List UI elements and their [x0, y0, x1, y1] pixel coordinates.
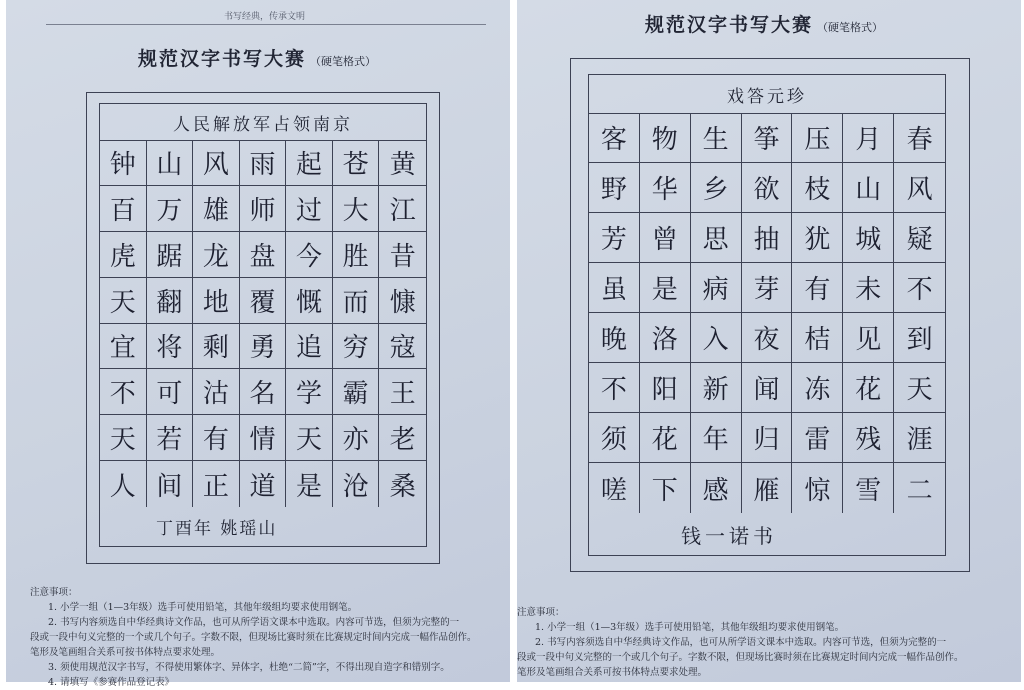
character-cell: 雪: [843, 463, 894, 513]
character-cell: 筝: [742, 113, 793, 163]
header-motto: 书写经典，传承文明: [224, 12, 306, 22]
character-cell: 野: [589, 163, 640, 213]
character-cell: 新: [691, 363, 742, 413]
character-cell: 昔: [379, 232, 426, 278]
character-cell: 钟: [100, 140, 147, 186]
note-item: 笔形及笔画组合关系可按书体特点要求处理。: [517, 667, 708, 678]
character-cell: 虎: [100, 232, 147, 278]
character-cell: 花: [640, 413, 691, 463]
character-cell: 龙: [193, 232, 240, 278]
character-cell: 师: [240, 186, 287, 232]
character-cell: 将: [147, 324, 194, 370]
character-cell: 感: [691, 463, 742, 513]
character-cell: 须: [589, 413, 640, 463]
character-cell: 若: [147, 415, 194, 461]
notes-list: [517, 620, 1017, 680]
character-cell: 过: [286, 186, 333, 232]
character-cell: 慷: [379, 278, 426, 324]
character-cell: 风: [193, 140, 240, 186]
character-cell: 闻: [742, 363, 793, 413]
header-divider: [46, 24, 486, 25]
note-item: 段或一段中句义完整的一个或几个句子。字数不限，但现场比赛时须在比赛规定时间内完成一幅作品创作。: [30, 632, 477, 643]
character-cell: 山: [843, 163, 894, 213]
character-cell: 未: [843, 263, 894, 313]
character-cell: 雷: [792, 413, 843, 463]
character-cell: 寇: [379, 324, 426, 370]
note-item: 3. 须使用规范汉字书写，不得使用繁体字、异体字，杜绝“二简”字，不得出现自造字和错别字。: [48, 662, 450, 673]
character-cell: 惊: [792, 463, 843, 513]
character-cell: 山: [147, 140, 194, 186]
character-cell: 江: [379, 186, 426, 232]
character-cell: 夜: [742, 313, 793, 363]
sheet-title: [645, 10, 883, 37]
character-cell: 生: [691, 113, 742, 163]
character-cell: 客: [589, 113, 640, 163]
character-cell: 思: [691, 213, 742, 263]
signature: 丁酉年 姚瑶山: [156, 519, 278, 539]
character-cell: 洛: [640, 313, 691, 363]
character-cell: 起: [286, 140, 333, 186]
character-cell: 老: [379, 415, 426, 461]
character-cell: 有: [193, 415, 240, 461]
character-cell: 翻: [147, 278, 194, 324]
notes-list: [30, 600, 500, 690]
character-cell: 城: [843, 213, 894, 263]
character-cell: 王: [379, 369, 426, 415]
character-cell: 今: [286, 232, 333, 278]
character-cell: 名: [240, 369, 287, 415]
writing-area: [99, 103, 427, 547]
sheet-title-text: 规范汉字书写大赛: [138, 48, 307, 70]
character-cell: 沧: [333, 461, 380, 507]
character-cell: 亦: [333, 415, 380, 461]
sheet-title: [138, 44, 376, 71]
signature: 钱一诺书: [681, 523, 777, 548]
poem-title: 戏答元珍: [589, 75, 945, 114]
character-cell: 入: [691, 313, 742, 363]
character-cell: 桑: [389, 471, 416, 502]
character-cell: 不: [589, 363, 640, 413]
notes-heading: 注意事项：: [30, 587, 78, 598]
character-cell: 晚: [589, 313, 640, 363]
character-cell: 下: [640, 463, 691, 513]
character-cell: 压: [792, 113, 843, 163]
note-item: 1. 小学一组（1—3年级）选手可使用铅笔，其他年级组均要求使用钢笔。: [48, 602, 358, 613]
character-cell: 人: [100, 461, 147, 507]
character-cell: 桔: [792, 313, 843, 363]
character-cell: 雨: [240, 140, 287, 186]
note-item: 1. 小学一组（1—3年级）选手可使用铅笔，其他年级组均要求使用钢笔。: [535, 622, 845, 633]
character-cell: 苍: [333, 140, 380, 186]
character-cell: 勇: [240, 324, 287, 370]
character-cell: 慨: [286, 278, 333, 324]
character-cell: 物: [640, 113, 691, 163]
note-item: 4. 请填写《参赛作品登记表》: [48, 677, 175, 688]
writing-area: [588, 74, 946, 556]
character-cell: 二: [906, 475, 933, 506]
character-cell: 是: [286, 461, 333, 507]
character-cell: 阳: [640, 363, 691, 413]
character-cell: 天: [894, 363, 945, 413]
character-cell: 正: [193, 461, 240, 507]
character-cell: 天: [100, 278, 147, 324]
character-cell: 盘: [240, 232, 287, 278]
character-cell: 不: [894, 263, 945, 313]
character-cell: 疑: [894, 213, 945, 263]
character-cell: 天: [286, 415, 333, 461]
sheet-title-text: 规范汉字书写大赛: [645, 14, 814, 36]
left-entry-sheet: [6, 0, 510, 688]
character-cell: 百: [100, 186, 147, 232]
character-cell: 病: [691, 263, 742, 313]
sheet-subtitle: （硬笔格式）: [817, 21, 884, 34]
character-cell: 黄: [379, 140, 426, 186]
character-cell: 有: [792, 263, 843, 313]
note-item: 笔形及笔画组合关系可按书体特点要求处理。: [30, 647, 221, 658]
character-cell: 犹: [792, 213, 843, 263]
character-cell: 到: [894, 313, 945, 363]
character-cell: 曾: [640, 213, 691, 263]
notes-block: [30, 585, 500, 690]
character-cell: 而: [333, 278, 380, 324]
character-cell: 芳: [589, 213, 640, 263]
character-cell: 年: [691, 413, 742, 463]
character-cell: 雁: [742, 463, 793, 513]
character-cell: 归: [742, 413, 793, 463]
character-cell: 可: [147, 369, 194, 415]
character-cell: 情: [240, 415, 287, 461]
note-item: 2. 书写内容须选自中华经典诗文作品，也可从所学语文课本中选取。内容可节选，但须为完整的一: [535, 637, 947, 648]
character-cell: 月: [843, 113, 894, 163]
character-cell: 涯: [894, 413, 945, 463]
character-cell: 追: [286, 324, 333, 370]
character-cell: 乡: [691, 163, 742, 213]
character-grid: [589, 113, 945, 513]
character-cell: 万: [147, 186, 194, 232]
character-cell: 胜: [333, 232, 380, 278]
character-cell: 枝: [792, 163, 843, 213]
character-cell: 芽: [742, 263, 793, 313]
notes-heading: 注意事项：: [517, 607, 565, 618]
character-cell: 学: [286, 369, 333, 415]
character-cell: 地: [193, 278, 240, 324]
sheet-subtitle: （硬笔格式）: [310, 55, 377, 68]
character-cell: 华: [640, 163, 691, 213]
character-cell: 沽: [193, 369, 240, 415]
character-cell: 穷: [333, 324, 380, 370]
note-item: 2. 书写内容须选自中华经典诗文作品，也可从所学语文课本中选取。内容可节选，但须为完整的一: [48, 617, 460, 628]
character-cell: 间: [147, 461, 194, 507]
character-cell: 嗟: [589, 463, 640, 513]
character-cell: 覆: [240, 278, 287, 324]
right-entry-sheet: [517, 0, 1021, 682]
character-cell: 是: [640, 263, 691, 313]
note-item: 段或一段中句义完整的一个或几个句子。字数不限，但现场比赛时须在比赛规定时间内完成一幅作品创作。: [517, 652, 964, 663]
character-cell: 宜: [100, 324, 147, 370]
character-cell: 残: [843, 413, 894, 463]
character-cell: 剩: [193, 324, 240, 370]
poem-title: 人民解放军占领南京: [100, 104, 426, 141]
character-cell: 冻: [792, 363, 843, 413]
character-cell: 霸: [333, 369, 380, 415]
character-grid: [100, 140, 426, 507]
character-cell: 雄: [193, 186, 240, 232]
character-cell: 天: [100, 415, 147, 461]
character-cell: 抽: [742, 213, 793, 263]
character-cell: 风: [894, 163, 945, 213]
character-cell: 虽: [589, 263, 640, 313]
character-cell: 春: [894, 113, 945, 163]
notes-block: [517, 605, 1017, 680]
character-cell: 见: [843, 313, 894, 363]
character-cell: 不: [100, 369, 147, 415]
character-cell: 欲: [742, 163, 793, 213]
character-cell: 大: [333, 186, 380, 232]
character-cell: 踞: [147, 232, 194, 278]
character-cell: 花: [843, 363, 894, 413]
character-cell: 道: [240, 461, 287, 507]
